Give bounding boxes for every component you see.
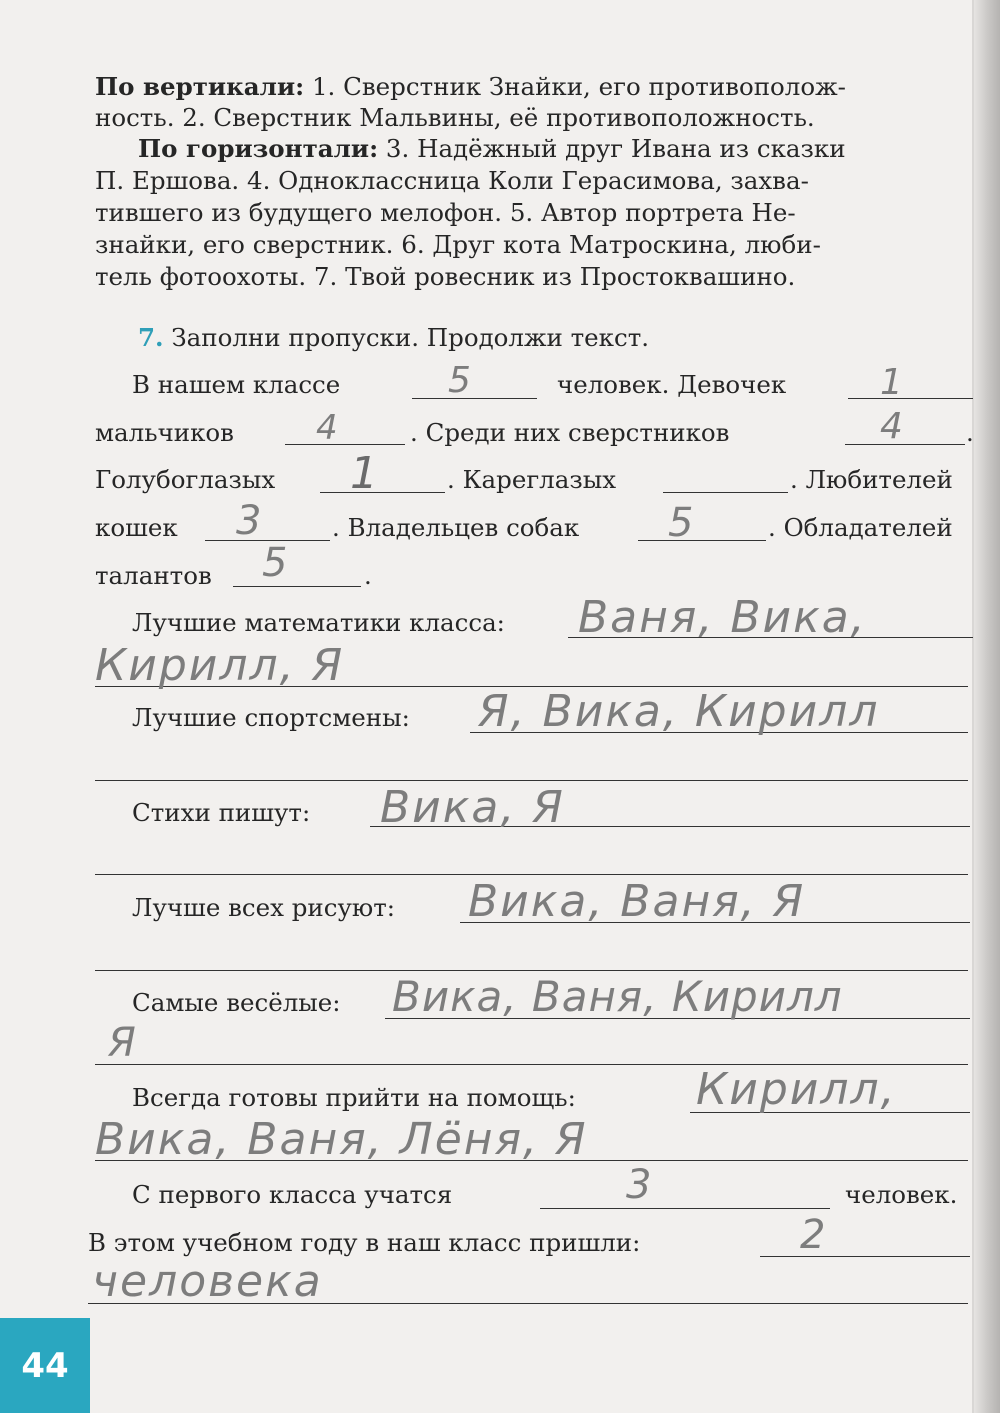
dogs-answer: 5 [668, 500, 696, 546]
new-students-label: В этом учебном году в наш класс пришли: [88, 1228, 641, 1257]
new-students-blank-1[interactable] [760, 1256, 970, 1257]
vertical-label: По вертикали: [95, 72, 305, 101]
talent-owners-label: . Обладателей [768, 513, 953, 542]
boys-blank[interactable] [285, 444, 405, 445]
dog-owners-label: . Владельцев собак [332, 513, 580, 542]
help-answer-2: Вика, Ваня, Лёня, Я [95, 1114, 588, 1165]
poems-answer: Вика, Я [380, 782, 565, 833]
horizontal-label: По горизонтали: [138, 134, 379, 163]
task-number: 7. [138, 323, 164, 352]
funny-label: Самые весёлые: [132, 988, 341, 1017]
boys-label: мальчиков [95, 418, 234, 447]
first-grade-answer: 3 [626, 1162, 654, 1208]
first-grade-suffix: человек. [845, 1180, 958, 1209]
funny-answer-2: Я [108, 1020, 138, 1066]
first-grade-label: С первого класса учатся [132, 1180, 453, 1209]
math-label: Лучшие математики класса: [132, 608, 505, 637]
clue-line-1: По вертикали: 1. Сверстник Знайки, его противополож- [95, 72, 846, 101]
drawing-label: Лучше всех рисуют: [132, 893, 396, 922]
poems-blank-2[interactable] [95, 874, 968, 875]
brown-eyed-label: . Кареглазых [447, 465, 617, 494]
funny-answer-1: Вика, Ваня, Кирилл [392, 972, 843, 1021]
peers-answer: 4 [880, 406, 905, 447]
cats-label: кошек [95, 513, 178, 542]
task-heading [138, 323, 649, 353]
help-label: Всегда готовы прийти на помощь: [132, 1083, 576, 1112]
sports-answer: Я, Вика, Кирилл [478, 686, 880, 737]
page-number: 44 [0, 1318, 90, 1413]
peers-blank[interactable] [845, 444, 965, 445]
class-size-answer: 5 [448, 360, 473, 401]
talents-blank[interactable] [233, 586, 361, 587]
sports-blank-2[interactable] [95, 780, 968, 781]
class-size-label: В нашем классе [132, 370, 341, 399]
talents-label: талантов [95, 561, 212, 590]
math-answer-2: Кирилл, Я [95, 640, 345, 691]
blue-eyed-label: Голубоглазых [95, 465, 276, 494]
first-grade-blank[interactable] [540, 1208, 830, 1209]
poems-label: Стихи пишут: [132, 798, 311, 827]
cats-answer: 3 [236, 498, 264, 544]
clue-line-6: знайки, его сверстник. 6. Друг кота Матроскина, люби- [95, 230, 821, 259]
clue-line-3: По горизонтали: 3. Надёжный друг Ивана из сказки [138, 134, 846, 163]
peers-label: . Среди них сверстников [410, 418, 730, 447]
help-answer-1: Кирилл, [696, 1064, 897, 1115]
talents-answer: 5 [262, 540, 290, 586]
blue-eyed-blank[interactable] [320, 492, 445, 493]
math-answer-1: Ваня, Вика, [578, 592, 867, 643]
clue-line-5: тившего из будущего мелофон. 5. Автор портрета Не- [95, 198, 796, 227]
drawing-blank-2[interactable] [95, 970, 968, 971]
cat-lovers-label: . Любителей [790, 465, 953, 494]
drawing-answer: Вика, Ваня, Я [468, 876, 806, 927]
new-students-answer-1: 2 [800, 1212, 828, 1258]
task-instruction: Заполни пропуски. Продолжи текст. [163, 323, 650, 352]
dogs-blank[interactable] [638, 540, 766, 541]
boys-answer: 4 [316, 408, 340, 448]
brown-eyed-blank[interactable] [663, 492, 788, 493]
people-girls-label: человек. Девочек [557, 370, 787, 399]
blue-eyed-answer: 1 [350, 448, 380, 499]
sports-label: Лучшие спортсмены: [132, 703, 410, 732]
clue-line-2: ность. 2. Сверстник Мальвины, её противоположность. [95, 103, 815, 132]
clue-line-4: П. Ершова. 4. Одноклассница Коли Герасимова, захва- [95, 166, 809, 195]
girls-answer: 1 [880, 362, 905, 403]
book-spine-shadow [974, 0, 1000, 1413]
girls-blank[interactable] [848, 398, 973, 399]
new-students-answer-2: человека [92, 1256, 323, 1307]
clue-line-7: тель фотоохоты. 7. Твой ровесник из Простоквашино. [95, 262, 796, 291]
class-size-blank[interactable] [412, 398, 537, 399]
